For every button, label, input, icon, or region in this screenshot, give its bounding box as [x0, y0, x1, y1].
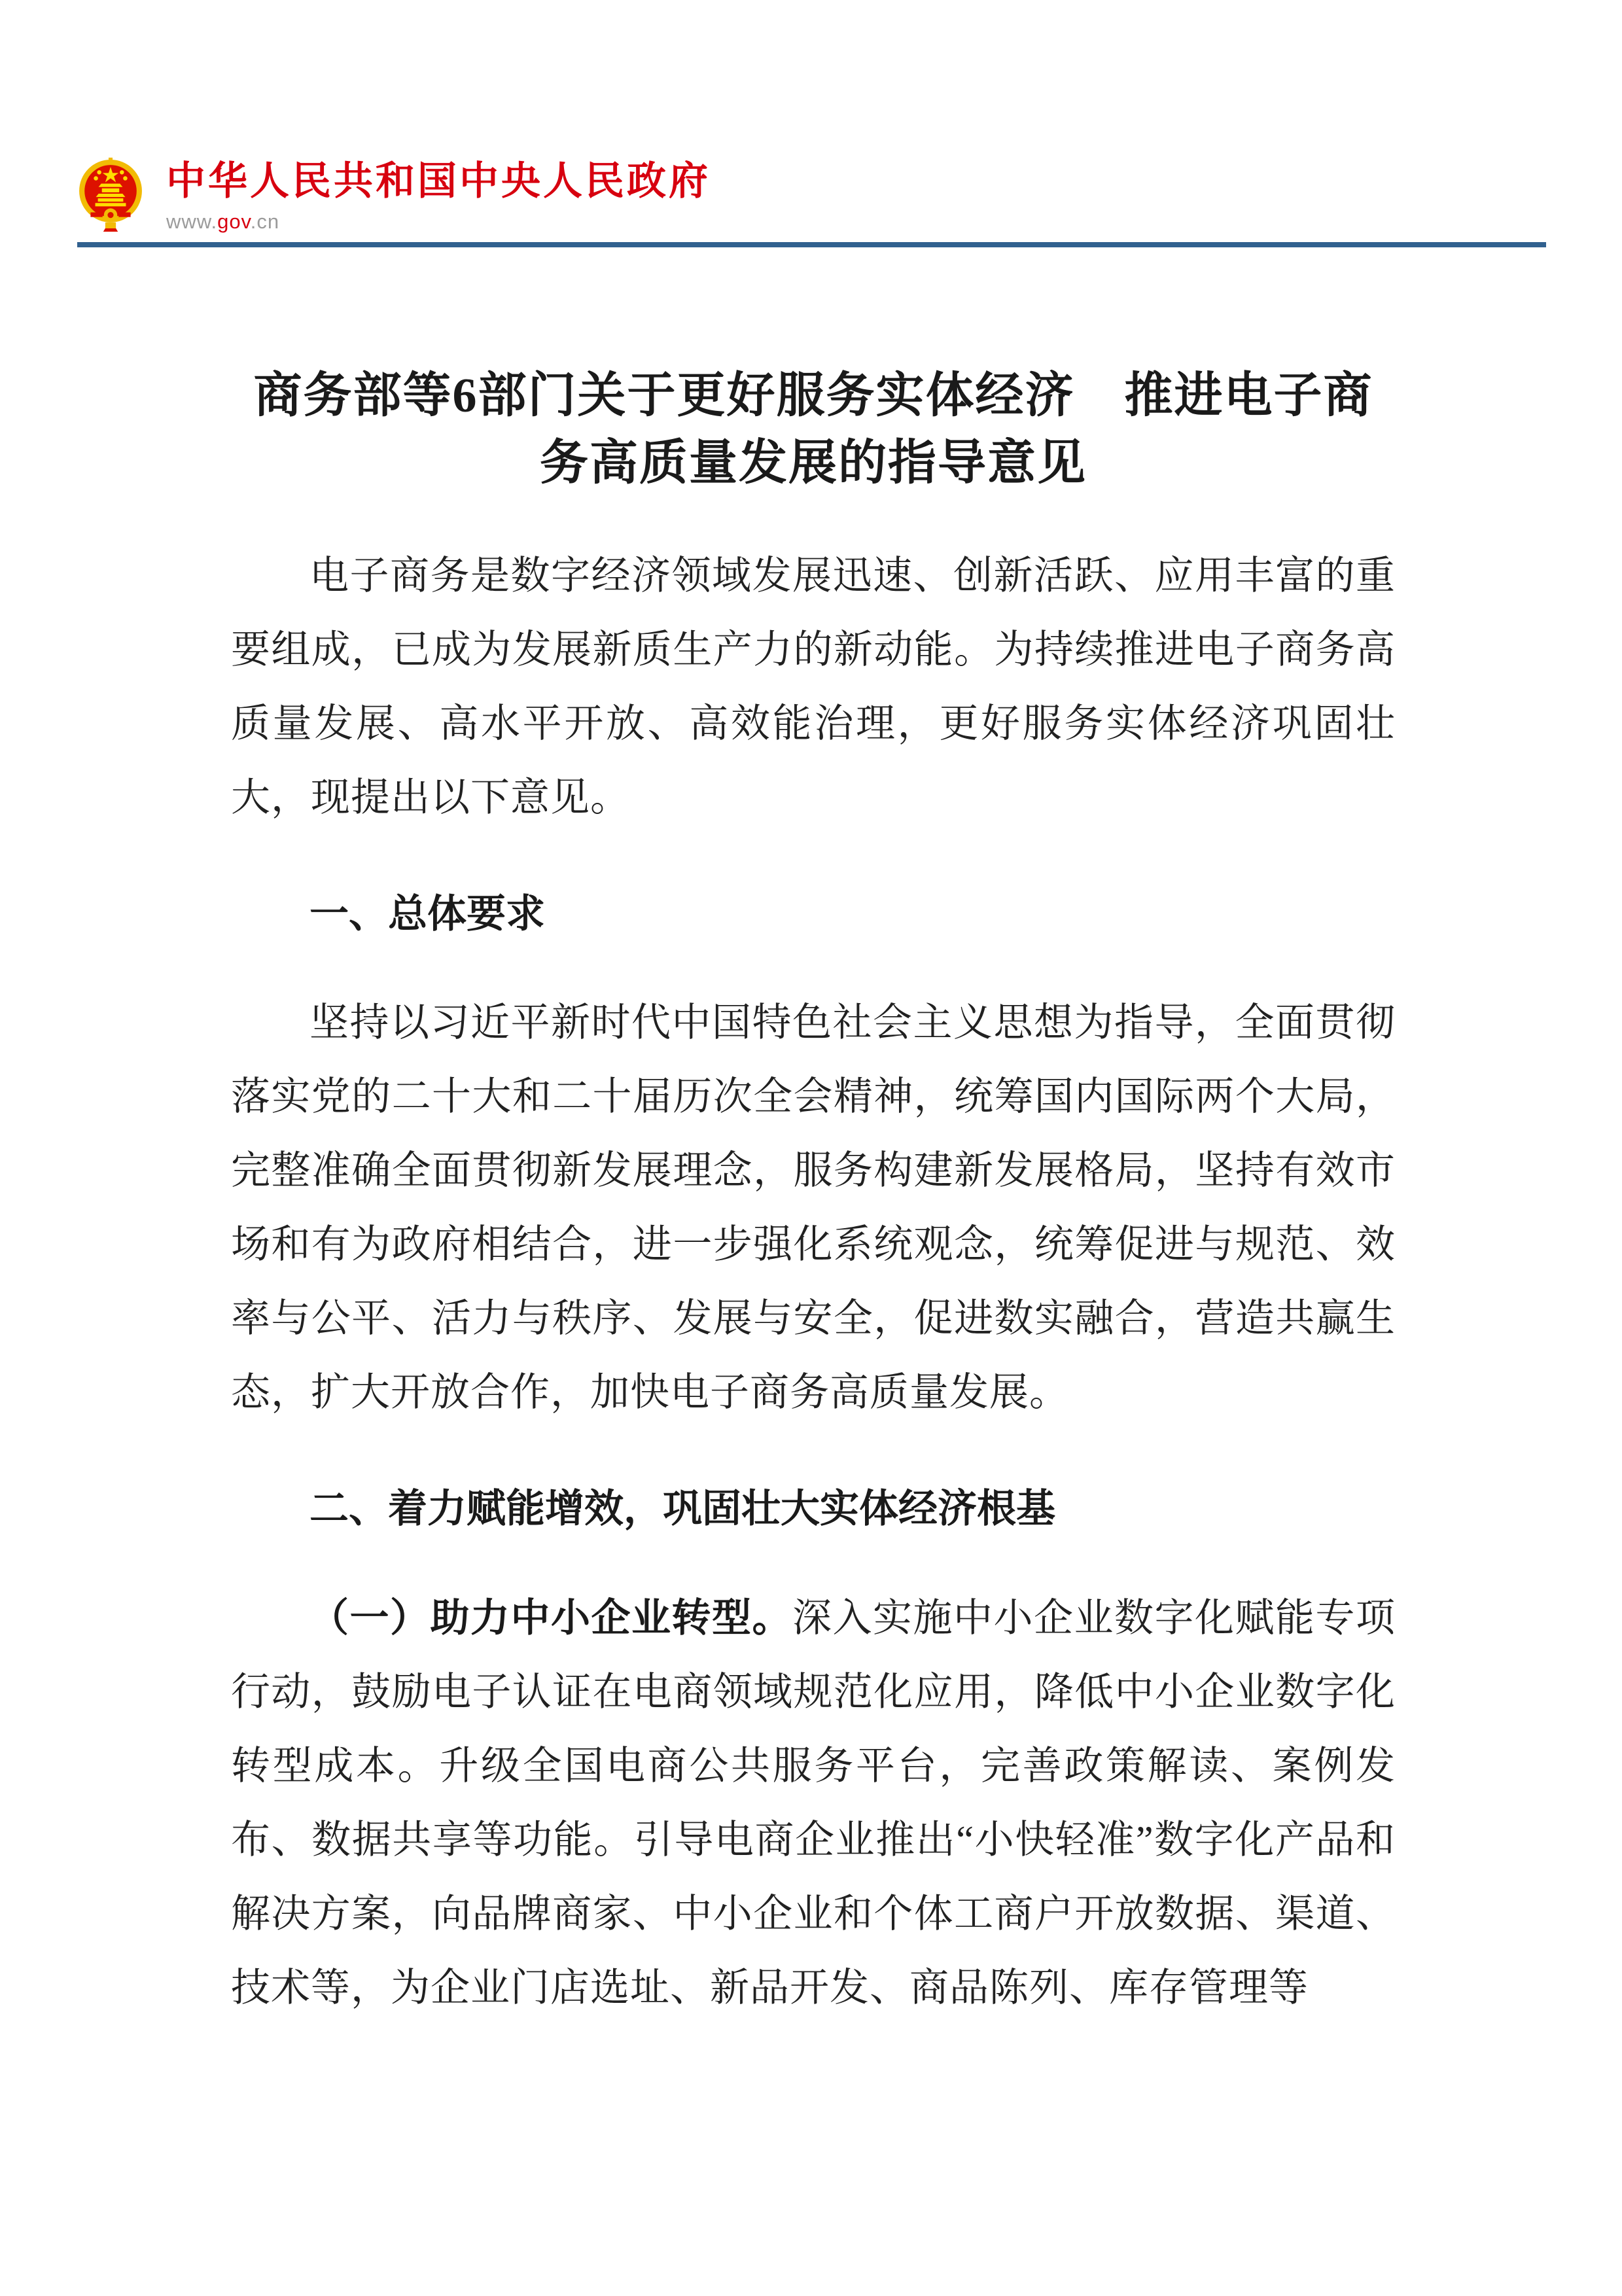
section-heading: 二、着力赋能增效，巩固壮大实体经济根基: [309, 1487, 1055, 1530]
national-emblem-icon: [77, 156, 144, 233]
site-url-prefix: www.: [166, 210, 218, 233]
document-body: [231, 247, 1396, 2042]
section-heading: 一、总体要求: [309, 892, 545, 936]
header-divider-rule: [77, 242, 1546, 247]
document-content: [231, 539, 1396, 2025]
national-emblem-logo[interactable]: [77, 156, 144, 233]
document-title: 商务部等6部门关于更好服务实体经济 推进电子商务高质量发展的指导意见: [253, 369, 1373, 490]
site-title[interactable]: 中华人民共和国中央人民政府: [166, 159, 711, 203]
body-paragraph: 电子商务是数字经济领域发展迅速、创新活跃、应用丰富的重要组成，已成为发展新质生产力的新动能。为持续推进电子商务高质量发展、高水平开放、高效能治理，更好服务实体经济巩固壮大，现提出以下意见。: [231, 554, 1396, 819]
site-url[interactable]: [166, 211, 711, 233]
paragraph-lead: （一）助力中小企业转型。: [309, 1596, 792, 1640]
site-text-block: [166, 156, 711, 233]
body-paragraph: 坚持以习近平新时代中国特色社会主义思想为指导，全面贯彻落实党的二十大和二十届历次全会精神，统筹国内国际两个大局，完整准确全面贯彻新发展理念，服务构建新发展格局，坚持有效市场和有为政府相结合，进一步强化系统观念，统筹促进与规范、效率与公平、活力与秩序、发展与安全，促进数实融合，营造共赢生态，扩大开放合作，加快电子商务高质量发展。: [231, 1001, 1396, 1414]
body-paragraph: （一）助力中小企业转型。深入实施中小企业数字化赋能专项行动，鼓励电子认证在电商领域规范化应用，降低中小企业数字化转型成本。升级全国电商公共服务平台，完善政策解读、案例发布、数据共享等功能。引导电商企业推出“小快轻准”数字化产品和解决方案，向品牌商家、中小企业和个体工商户开放数据、渠道、技术等，为企业门店选址、新品开发、商品陈列、库存管理等: [231, 1596, 1396, 2009]
site-url-suffix: .cn: [250, 210, 280, 233]
site-header: [77, 156, 711, 233]
site-url-gov: gov: [217, 210, 251, 233]
